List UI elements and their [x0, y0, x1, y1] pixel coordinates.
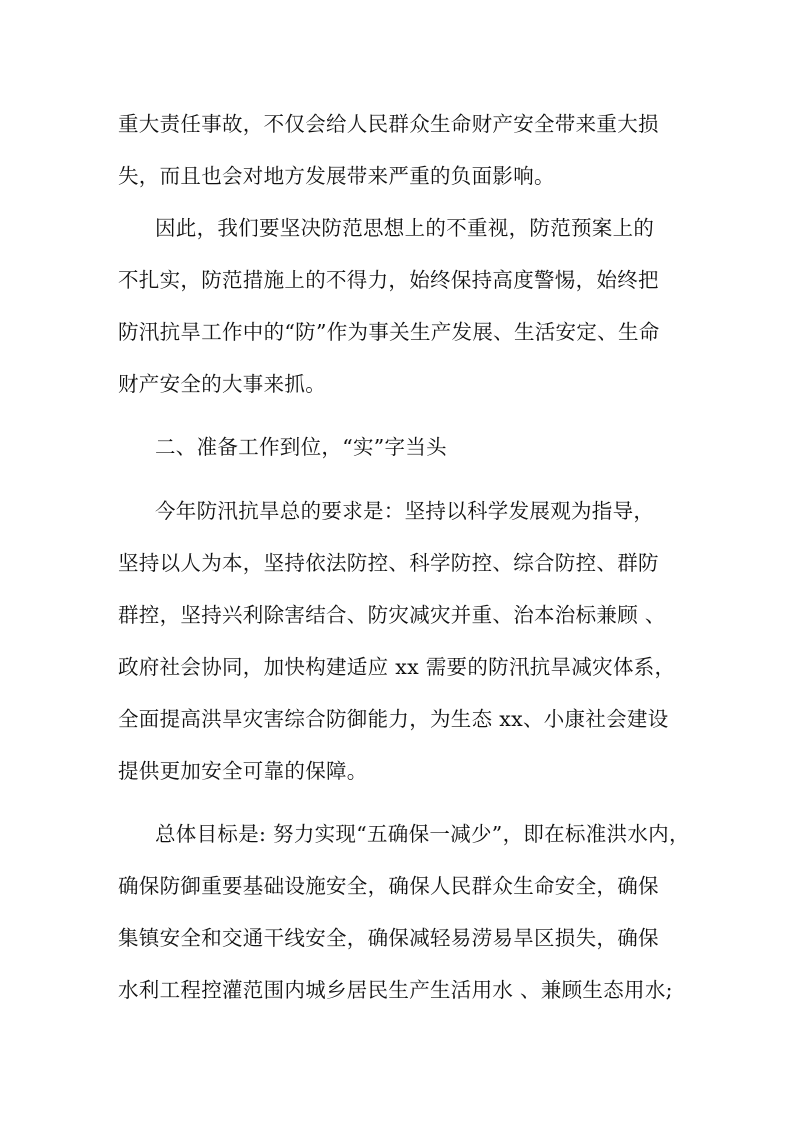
text-line: 提供更加安全可靠的保障。 — [118, 759, 368, 783]
text-line: 确保防御重要基础设施安全，确保人民群众生命安全，确保 — [118, 874, 659, 898]
text-line: 水利工程控灌范围内城乡居民生产生活用水 、兼顾生态用水; — [118, 978, 673, 1002]
section-heading: 二、准备工作到位，“实”字当头 — [155, 435, 447, 459]
paragraph-start-line: 总体目标是: 努力实现“五确保一减少”，即在标准洪水内， — [155, 822, 690, 846]
text-line: 全面提高洪旱灾害综合防御能力，为生态 xx、小康社会建设 — [118, 707, 669, 731]
paragraph-start-line: 因此，我们要坚决防范思想上的不重视，防范预案上的 — [155, 216, 655, 240]
text-line: 财产安全的大事来抓。 — [118, 372, 326, 396]
text-line: 坚持以人为本，坚持依法防控、科学防控、综合防控、群防 — [118, 551, 659, 575]
text-line: 集镇安全和交通干线安全，确保减轻易涝易旱区损失，确保 — [118, 926, 659, 950]
text-line: 失，而且也会对地方发展带来严重的负面影响。 — [118, 164, 555, 188]
paragraph-start-line: 今年防汛抗旱总的要求是：坚持以科学发展观为指导， — [155, 499, 655, 523]
text-line: 防汛抗旱工作中的“防”作为事关生产发展、生活安定、生命 — [118, 320, 660, 344]
text-line: 群控，坚持兴利除害结合、防灾减灾并重、治本治标兼顾 、 — [118, 603, 666, 627]
text-line: 政府社会协同，加快构建适应 xx 需要的防汛抗旱减灾体系， — [118, 655, 676, 679]
text-line: 不扎实，防范措施上的不得力，始终保持高度警惕，始终把 — [118, 268, 659, 292]
text-line: 重大责任事故，不仅会给人民群众生命财产安全带来重大损 — [118, 112, 659, 136]
